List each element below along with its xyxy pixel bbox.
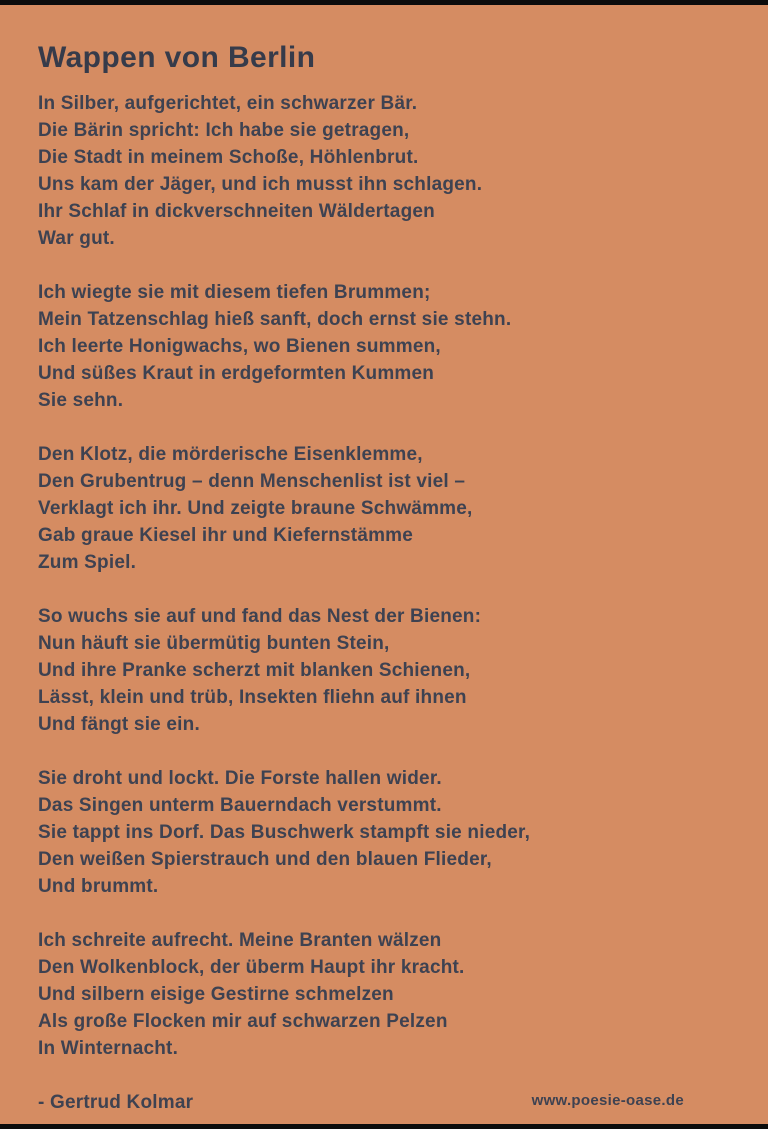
poem-line: Ich schreite aufrecht. Meine Branten wälzen — [38, 930, 442, 951]
poem-stanza-5 — [38, 765, 728, 900]
website-watermark: www.poesie-oase.de — [531, 1092, 684, 1109]
poem-line: Verklagt ich ihr. Und zeigte braune Schwämme, — [38, 498, 473, 519]
poem-line: Sie sehn. — [38, 390, 124, 411]
poem-line: So wuchs sie auf und fand das Nest der Bienen: — [38, 606, 482, 627]
poem-line: Und süßes Kraut in erdgeformten Kummen — [38, 363, 435, 384]
poem-line: Den Klotz, die mörderische Eisenklemme, — [38, 444, 423, 465]
poem-author: - Gertrud Kolmar — [38, 1092, 194, 1113]
poem-line: Den Grubentrug – denn Menschenlist ist viel – — [38, 471, 466, 492]
poem-line: Den weißen Spierstrauch und den blauen Flieder, — [38, 849, 492, 870]
poem-line: Sie droht und lockt. Die Forste hallen wider. — [38, 768, 442, 789]
poem-line: Lässt, klein und trüb, Insekten fliehn auf ihnen — [38, 687, 467, 708]
poem-line: War gut. — [38, 228, 115, 249]
poem-line: Das Singen unterm Bauerndach verstummt. — [38, 795, 442, 816]
top-border-bar — [0, 0, 768, 5]
poem-line: Ich leerte Honigwachs, wo Bienen summen, — [38, 336, 441, 357]
poem-line: Und silbern eisige Gestirne schmelzen — [38, 984, 394, 1005]
poem-line: Ihr Schlaf in dickverschneiten Wäldertagen — [38, 201, 435, 222]
poem-line: In Winternacht. — [38, 1038, 179, 1059]
poem-line: Uns kam der Jäger, und ich musst ihn schlagen. — [38, 174, 483, 195]
poem-title: Wappen von Berlin — [38, 41, 316, 74]
poem-line: Die Bärin spricht: Ich habe sie getragen, — [38, 120, 410, 141]
bottom-border-bar — [0, 1124, 768, 1129]
poem-line: Gab graue Kiesel ihr und Kiefernstämme — [38, 525, 414, 546]
poem-line: Zum Spiel. — [38, 552, 137, 573]
poem-line: Nun häuft sie übermütig bunten Stein, — [38, 633, 390, 654]
poem-stanza-3 — [38, 441, 728, 576]
poem-line: Und brummt. — [38, 876, 159, 897]
poem-stanza-1 — [38, 90, 728, 252]
poem-line: In Silber, aufgerichtet, ein schwarzer Bär. — [38, 93, 418, 114]
poem-line: Ich wiegte sie mit diesem tiefen Brummen; — [38, 282, 431, 303]
poem-line: Als große Flocken mir auf schwarzen Pelzen — [38, 1011, 448, 1032]
poem-stanza-4 — [38, 603, 728, 738]
poem-line: Mein Tatzenschlag hieß sanft, doch ernst sie stehn. — [38, 309, 512, 330]
poem-line: Sie tappt ins Dorf. Das Buschwerk stampft sie nieder, — [38, 822, 531, 843]
poem-line: Und ihre Pranke scherzt mit blanken Schienen, — [38, 660, 471, 681]
poem-line: Den Wolkenblock, der überm Haupt ihr kracht. — [38, 957, 465, 978]
poem-stanza-6 — [38, 927, 728, 1062]
poem-line: Und fängt sie ein. — [38, 714, 200, 735]
poem-stanza-2 — [38, 279, 728, 414]
poem-line: Die Stadt in meinem Schoße, Höhlenbrut. — [38, 147, 419, 168]
